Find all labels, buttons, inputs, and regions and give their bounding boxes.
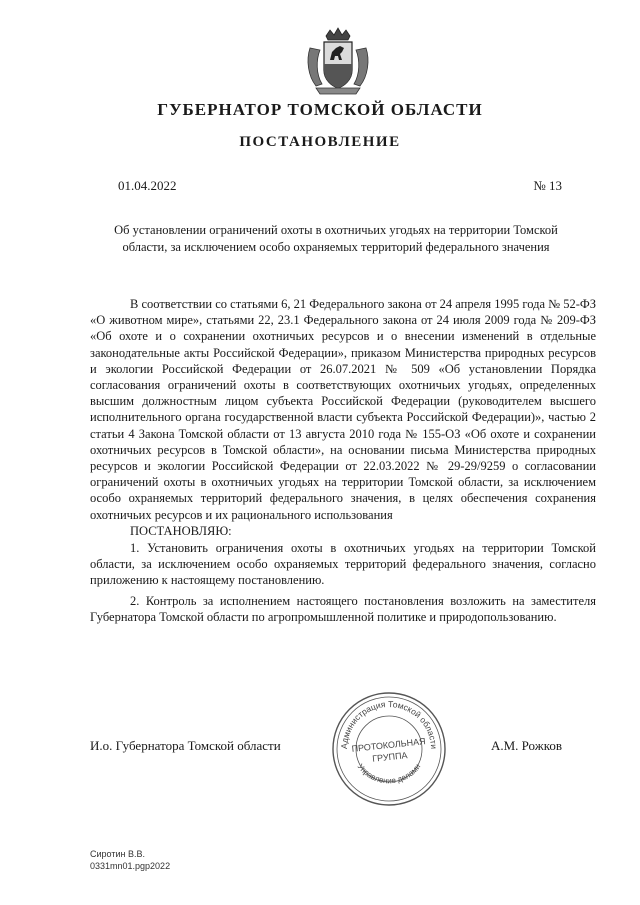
preamble-paragraph: В соответствии со статьями 6, 21 Федерального закона от 24 апреля 1995 года № 52-ФЗ «О животном мире», статьями 22, 23.1 Федерального закона от 24 июля 2009 года № 209-ФЗ «Об охоте и о сохранении охотничьих ресурсов и о внесении изменений в отдельные законодательные акты Российской Федерации», приказом Министерства природных ресурсов и экологии Российской Федерации от 26.07.2021 № 509 «Об установлении Порядка согласования ограничений охоты в соответствующих охотничьих угодьях, определенных высшим должностным лицом субъекта Российской Федерации (руководителем высшего исполнительного органа государственной власти субъекта Российской Федерации)», частью 2 статьи 4 Закона Томской области от 13 августа 2010 года № 155-ОЗ «Об охоте и сохранении охотничьих ресурсов в Томской области», на основании письма Министерства природных ресурсов и экологии Российской Федерации от 22.03.2022 № 29-29/9259 о согласовании ограничений охоты в охотничьих угодьях на территории Томской области, за исключением особо охраняемых территорий федерального значения, в целях обеспечения сохранения охотничьих ресурсов и их рационального использования <box>90 297 596 522</box>
stamp-ring-text: Администрация Томской области <box>338 698 440 750</box>
resolve-paragraph: ПОСТАНОВЛЯЮ: <box>130 523 232 538</box>
document-date: 01.04.2022 <box>118 178 177 193</box>
item-2-paragraph: 2. Контроль за исполнением настоящего постановления возложить на заместителя Губернатора Томской области по агропромышленной политике и природопользованию. <box>90 593 596 624</box>
executor-name: Сиротин В.В. <box>90 849 145 859</box>
signer-name: А.М. Рожков <box>490 738 562 753</box>
file-reference: 0331mn01.pgp2022 <box>90 861 171 871</box>
document-subject: Об установлении ограничений охоты в охотничьих угодьях на территории Томской области, за исключением особо охраняемых территорий федерального значения <box>114 223 558 254</box>
stamp-bottom-text: Управление делами <box>355 762 423 786</box>
stamp-line-2: ГРУППА <box>371 750 408 764</box>
signer-role: И.о. Губернатора Томской области <box>90 738 281 753</box>
authority-title: ГУБЕРНАТОР ТОМСКОЙ ОБЛАСТИ <box>157 100 483 119</box>
document-type: ПОСТАНОВЛЕНИЕ <box>239 134 401 150</box>
official-stamp <box>330 690 448 808</box>
item-1-paragraph: 1. Установить ограничения охоты в охотничьих угодьях на территории Томской области, за исключением особо охраняемых территорий федерального значения, согласно приложению к настоящему постановлению. <box>90 541 596 588</box>
stamp-line-1: ПРОТОКОЛЬНАЯ <box>351 736 427 754</box>
coat-of-arms-icon <box>302 26 374 98</box>
document-number: № 13 <box>533 178 562 193</box>
document-body <box>90 296 596 625</box>
document-footer <box>90 848 170 872</box>
